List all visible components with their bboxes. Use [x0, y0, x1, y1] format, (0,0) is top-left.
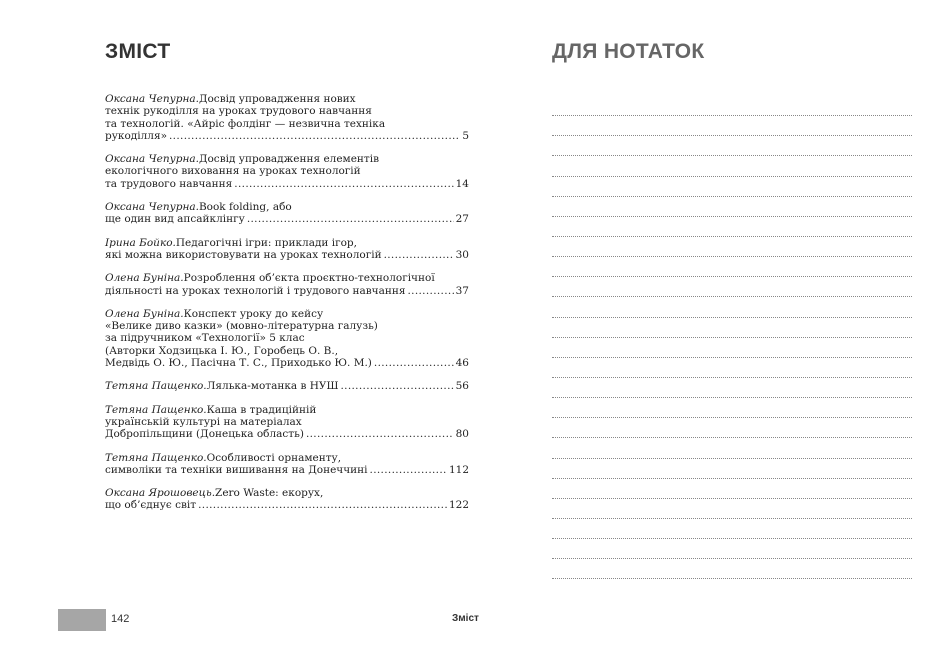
note-line [552, 418, 912, 438]
toc-line [105, 499, 469, 511]
toc-author: Тетяна Пащенко. [105, 403, 207, 416]
note-line [552, 479, 912, 499]
toc-line [105, 308, 469, 320]
toc-line [105, 249, 469, 261]
toc-dot-leader [247, 213, 454, 225]
toc-author: Тетяна Пащенко. [105, 380, 207, 393]
toc-title-text: Педагогічні ігри: приклади ігор, [175, 236, 357, 249]
toc-title-text: Zero Waste: екорух, [215, 487, 324, 500]
note-line [552, 197, 912, 217]
toc-entry [105, 487, 469, 512]
toc-title-text: (Авторки Ходзицька І. Ю., Горобець О. В., [105, 344, 339, 357]
toc-title-text: що об’єднує світ [105, 499, 197, 512]
toc-title-text: Конспект уроку до кейсу [183, 307, 324, 320]
toc-page-number: 37 [455, 284, 469, 297]
toc-line [105, 464, 469, 476]
note-line [552, 257, 912, 277]
toc-entry [105, 452, 469, 477]
toc-title-text: та трудового навчання [105, 177, 233, 190]
toc-entry [105, 201, 469, 226]
note-line [552, 398, 912, 418]
note-line [552, 438, 912, 458]
toc-title-text: екологічного виховання на уроках технологій [105, 165, 361, 178]
toc-dot-leader [234, 178, 453, 190]
running-title: Зміст [452, 613, 479, 624]
toc-author: Оксана Чепурна. [105, 93, 199, 105]
toc-page-number: 46 [455, 357, 469, 370]
note-line [552, 539, 912, 559]
toc-page-number: 56 [455, 380, 469, 393]
note-line [552, 136, 912, 156]
toc-title-text: ще один вид апсайклінгу [105, 213, 245, 226]
note-line [552, 177, 912, 197]
toc-author: Оксана Чепурна. [105, 153, 199, 166]
toc-entry [105, 380, 469, 392]
toc-title-text: Каша в традиційній [206, 403, 317, 416]
notes-lines [552, 96, 912, 579]
note-line [552, 459, 912, 479]
toc-line [105, 153, 469, 165]
toc-line [105, 428, 469, 440]
toc-page-number: 5 [462, 129, 469, 142]
toc-page-number: 80 [455, 428, 469, 441]
toc-title-text: діяльності на уроках технологій і трудового навчання [105, 284, 406, 297]
toc-author: Оксана Чепурна. [105, 201, 199, 214]
toc-title-text: та технологій. «Айріс фолдінг — незвична техніка [105, 117, 386, 130]
toc-dot-leader [169, 130, 460, 142]
toc-line [105, 201, 469, 213]
note-line [552, 96, 912, 116]
toc-title-text: Особливості орнаменту, [206, 451, 342, 464]
toc-entry [105, 153, 469, 190]
toc-title-text: Медвідь О. Ю., Пасічна Т. С., Приходько Ю. М.) [105, 357, 372, 370]
toc-line [105, 93, 469, 105]
toc-title-text: Досвід упровадження нових [198, 93, 356, 105]
toc-title-text: які можна використовувати на уроках технологій [105, 248, 382, 261]
toc-page-number: 112 [448, 463, 469, 476]
note-line [552, 519, 912, 539]
toc-dot-leader [407, 285, 453, 297]
toc-title-text: Розроблення об’єкта проєктно-технологічної [183, 272, 435, 285]
toc-line [105, 452, 469, 464]
note-line [552, 378, 912, 398]
toc-line [105, 237, 469, 249]
note-line [552, 277, 912, 297]
note-line [552, 499, 912, 519]
toc-title-text: Book folding, або [198, 201, 292, 214]
table-of-contents [105, 93, 469, 523]
toc-page-number: 14 [455, 177, 469, 190]
toc-line [105, 320, 469, 332]
toc-author: Олена Буніна. [105, 272, 184, 285]
toc-line [105, 118, 469, 130]
toc-line [105, 130, 469, 142]
note-line [552, 297, 912, 317]
toc-title-text: Досвід упровадження елементів [198, 153, 380, 166]
toc-dot-leader [340, 380, 453, 392]
toc-entry [105, 308, 469, 369]
page-number-bar [58, 609, 106, 631]
note-line [552, 318, 912, 338]
toc-title-text: символіки та техніки вишивання на Донеччині [105, 463, 368, 476]
note-line [552, 116, 912, 136]
toc-line [105, 178, 469, 190]
note-line [552, 237, 912, 257]
toc-line [105, 105, 469, 117]
toc-title-text: технік рукоділля на уроках трудового навчання [105, 105, 372, 118]
toc-title-text: «Велике диво казки» (мовно-літературна галузь) [105, 320, 378, 333]
toc-page-number: 30 [455, 248, 469, 261]
page-number: 142 [111, 613, 130, 625]
right-page [474, 0, 948, 662]
toc-title-text: за підручником «Технології» 5 клас [105, 332, 305, 345]
toc-entry [105, 272, 469, 297]
note-line [552, 358, 912, 378]
toc-dot-leader [384, 249, 454, 261]
note-line [552, 156, 912, 176]
toc-line [105, 272, 469, 284]
toc-dot-leader [306, 428, 454, 440]
notes-heading: ДЛЯ НОТАТОК [552, 40, 705, 63]
toc-author: Олена Буніна. [105, 307, 184, 320]
toc-line [105, 487, 469, 499]
toc-author: Тетяна Пащенко. [105, 451, 207, 464]
toc-line [105, 380, 469, 392]
toc-line [105, 285, 469, 297]
toc-author: Оксана Ярошовець. [105, 487, 216, 500]
toc-dot-leader [198, 499, 447, 511]
note-line [552, 338, 912, 358]
toc-page-number: 27 [455, 213, 469, 226]
toc-title-text: Добропільщини (Донецька область) [105, 428, 304, 441]
toc-page-number: 122 [448, 499, 469, 512]
toc-dot-leader [374, 357, 454, 369]
toc-dot-leader [370, 464, 447, 476]
toc-line [105, 165, 469, 177]
toc-entry [105, 237, 469, 262]
toc-line [105, 213, 469, 225]
toc-line [105, 332, 469, 344]
toc-entry [105, 404, 469, 441]
toc-entry [105, 93, 469, 142]
toc-author: Ірина Бойко. [105, 236, 176, 249]
toc-line [105, 416, 469, 428]
toc-line [105, 357, 469, 369]
note-line [552, 559, 912, 579]
toc-line [105, 345, 469, 357]
toc-title-text: українській культурі на матеріалах [105, 415, 302, 428]
toc-heading: ЗМІСТ [105, 40, 171, 63]
toc-line [105, 404, 469, 416]
toc-title-text: Лялька-мотанка в НУШ [206, 380, 339, 393]
note-line [552, 217, 912, 237]
toc-title-text: рукоділля» [105, 129, 167, 142]
